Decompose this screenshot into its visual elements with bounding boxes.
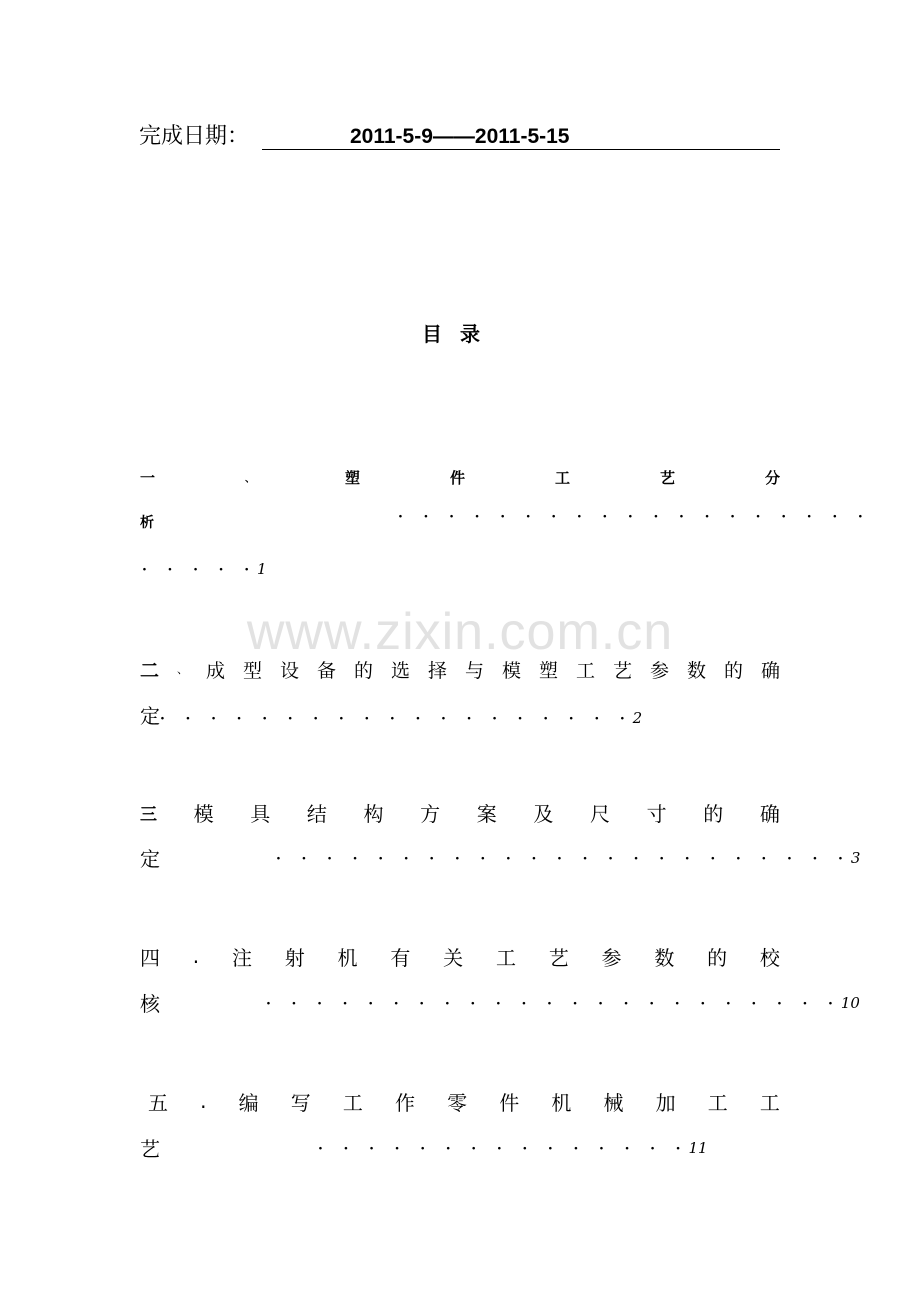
toc-char: 模 [501, 659, 521, 682]
toc-char: 的 [707, 945, 728, 970]
toc-char: 四 [140, 945, 160, 970]
toc-char: 、 [245, 473, 255, 485]
toc-entry-3-heading[interactable] [140, 797, 780, 827]
toc-char: 结 [306, 801, 327, 826]
completion-date-underline [262, 149, 780, 150]
toc-char: 射 [284, 945, 305, 970]
toc-char: 工 [759, 1090, 780, 1115]
toc-char: 工 [554, 468, 570, 487]
toc-char: 尺 [590, 801, 610, 826]
toc-char: 写 [290, 1090, 311, 1115]
toc-entry-4-page: 10 [840, 994, 860, 1012]
toc-char: 参 [649, 659, 669, 682]
watermark: www.zixin.com.cn [246, 603, 674, 661]
toc-char: 备 [316, 659, 336, 682]
toc-char: 塑 [538, 659, 558, 682]
toc-char: 寸 [646, 801, 667, 826]
toc-char: 机 [337, 945, 358, 970]
toc-entry-1-leader-dots-2: · · · · · [142, 562, 257, 578]
toc-char: . [200, 1089, 207, 1113]
toc-char: 五 [148, 1090, 168, 1115]
toc-char: 一 [140, 468, 156, 487]
toc-entry-2-page: 2 [632, 709, 643, 727]
toc-char: 设 [279, 659, 299, 682]
toc-char: 械 [603, 1090, 624, 1115]
toc-char: 作 [394, 1090, 415, 1115]
toc-entry-1-continuation: 析 [140, 515, 154, 531]
toc-char: 编 [238, 1090, 259, 1115]
toc-char: 件 [449, 468, 465, 487]
toc-entry-4-continuation: 核 [140, 992, 160, 1016]
toc-char: 加 [655, 1090, 676, 1115]
toc-char: 件 [499, 1090, 520, 1115]
toc-char: 工 [707, 1090, 728, 1115]
toc-char: 与 [464, 659, 484, 682]
toc-char: 零 [447, 1090, 468, 1115]
toc-entry-5-continuation: 艺 [140, 1137, 160, 1161]
toc-char: 有 [390, 945, 411, 970]
toc-entry-3-continuation: 定 [140, 847, 160, 871]
toc-char: 择 [427, 659, 447, 682]
toc-char: 艺 [659, 468, 675, 487]
toc-char: 确 [760, 659, 780, 682]
toc-entry-4-heading[interactable] [140, 941, 780, 971]
toc-char: 确 [759, 801, 780, 826]
toc-entry-2-continuation: 定 [140, 704, 160, 728]
toc-entry-1-page-line [142, 559, 267, 578]
completion-date-value [262, 122, 780, 152]
toc-entry-5-leader-dots: · · · · · · · · · · · · · · · [318, 1141, 689, 1157]
toc-entry-4-leader-dots: · · · · · · · · · · · · · · · · · · · · · · · [266, 996, 841, 1012]
toc-entry-2-leader-dots: · · · · · · · · · · · · · · · · · · · [160, 711, 633, 727]
toc-entry-5-heading[interactable] [148, 1086, 780, 1116]
completion-date-label: 完成日期： [139, 124, 250, 149]
toc-char: 、 [177, 663, 188, 676]
toc-char: 方 [420, 801, 441, 826]
toc-title: 目录 [422, 322, 498, 346]
toc-char: 工 [342, 1090, 363, 1115]
toc-entry-3-page-line [276, 848, 860, 867]
toc-entry-5-page-line [318, 1138, 708, 1157]
completion-date-text: 2011-5-9——2011-5-15 [350, 125, 570, 148]
toc-entry-3-leader-dots: · · · · · · · · · · · · · · · · · · · · · · · [276, 851, 851, 867]
toc-char: 二 [140, 659, 160, 682]
toc-char: 分 [764, 468, 780, 487]
toc-char: 的 [703, 801, 724, 826]
toc-entry-1-leader-dots: · · · · · · · · · · · · · · · · · · · [398, 509, 871, 525]
toc-entry-1-heading[interactable] [140, 462, 780, 492]
toc-entry-3-page: 3 [850, 849, 861, 867]
toc-char: 的 [723, 659, 743, 682]
toc-char: 案 [476, 801, 497, 826]
toc-char: 的 [353, 659, 373, 682]
toc-char: 数 [654, 945, 675, 970]
toc-char: 机 [551, 1090, 572, 1115]
toc-char: 选 [390, 659, 410, 682]
toc-entry-2-heading[interactable] [140, 654, 780, 684]
toc-char: 具 [250, 801, 271, 826]
toc-char: 关 [443, 945, 464, 970]
toc-entry-5-page: 11 [688, 1139, 708, 1157]
toc-char: 三 [140, 804, 157, 825]
toc-char: 工 [495, 945, 516, 970]
toc-char: 注 [231, 945, 252, 970]
toc-char: 塑 [344, 468, 360, 487]
toc-char: 参 [601, 945, 622, 970]
toc-char: 成 [205, 659, 225, 682]
toc-char: 构 [363, 801, 384, 826]
toc-entry-2-page-line [140, 702, 642, 730]
toc-char: 型 [242, 659, 262, 682]
toc-char: 艺 [612, 659, 632, 682]
toc-char: 及 [533, 801, 554, 826]
toc-char: 艺 [548, 945, 569, 970]
toc-char: 数 [686, 659, 706, 682]
toc-entry-4-page-line [266, 993, 860, 1012]
toc-char: 工 [575, 659, 595, 682]
toc-char: 校 [759, 945, 780, 970]
toc-char: 模 [193, 801, 214, 826]
toc-char: . [192, 944, 200, 968]
toc-entry-1-page: 1 [256, 560, 267, 578]
